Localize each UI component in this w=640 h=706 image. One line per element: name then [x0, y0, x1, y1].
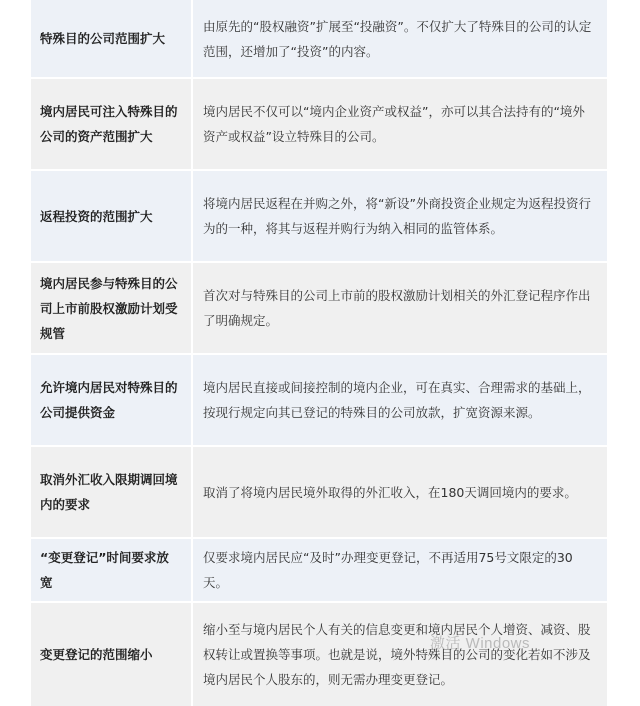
table-row: [31, 539, 607, 603]
activation-watermark: 激活 Windows: [430, 635, 531, 652]
row-description: 缩小至与境内居民个人有关的信息变更和境内居民个人增资、减资、股权转让或置换等事项。也就是说，境外特殊目的公司的变化若如不涉及境内居民个人股东的，则无需办理变更登记。: [193, 603, 607, 706]
row-description: 境内居民直接或间接控制的境内企业，可在真实、合理需求的基础上，按现行规定向其已登记的特殊目的公司放款，扩宽资源来源。: [193, 355, 607, 445]
row-heading: 境内居民可注入特殊目的公司的资产范围扩大: [31, 79, 193, 169]
row-heading: 变更登记的范围缩小: [31, 603, 193, 706]
row-heading: 特殊目的公司范围扩大: [31, 0, 193, 77]
row-description: 取消了将境内居民境外取得的外汇收入，在180天调回境内的要求。: [193, 447, 607, 537]
row-description: 由原先的“股权融资”扩展至“投融资”。不仅扩大了特殊目的公司的认定范围，还增加了“投资”的内容。: [193, 0, 607, 77]
row-heading: “变更登记”时间要求放宽: [31, 539, 193, 601]
row-description: 仅要求境内居民应“及时”办理变更登记，不再适用75号文限定的30天。: [193, 539, 607, 601]
table-row: [31, 603, 607, 706]
row-heading: 境内居民参与特殊目的公司上市前股权激励计划受规管: [31, 263, 193, 353]
table-row: [31, 171, 607, 263]
row-description: 境内居民不仅可以“境内企业资产或权益”，亦可以其合法持有的“境外资产或权益”设立特殊目的公司。: [193, 79, 607, 169]
row-heading: 返程投资的范围扩大: [31, 171, 193, 261]
table-row: [31, 447, 607, 539]
policy-table: [31, 0, 607, 706]
table-row: [31, 355, 607, 447]
row-description: 将境内居民返程在并购之外，将“新设”外商投资企业规定为返程投资行为的一种，将其与返程并购行为纳入相同的监管体系。: [193, 171, 607, 261]
row-description: 首次对与特殊目的公司上市前的股权激励计划相关的外汇登记程序作出了明确规定。: [193, 263, 607, 353]
table-row: [31, 0, 607, 79]
row-heading: 允许境内居民对特殊目的公司提供资金: [31, 355, 193, 445]
table-row: [31, 263, 607, 355]
row-heading: 取消外汇收入限期调回境内的要求: [31, 447, 193, 537]
table-row: [31, 79, 607, 171]
